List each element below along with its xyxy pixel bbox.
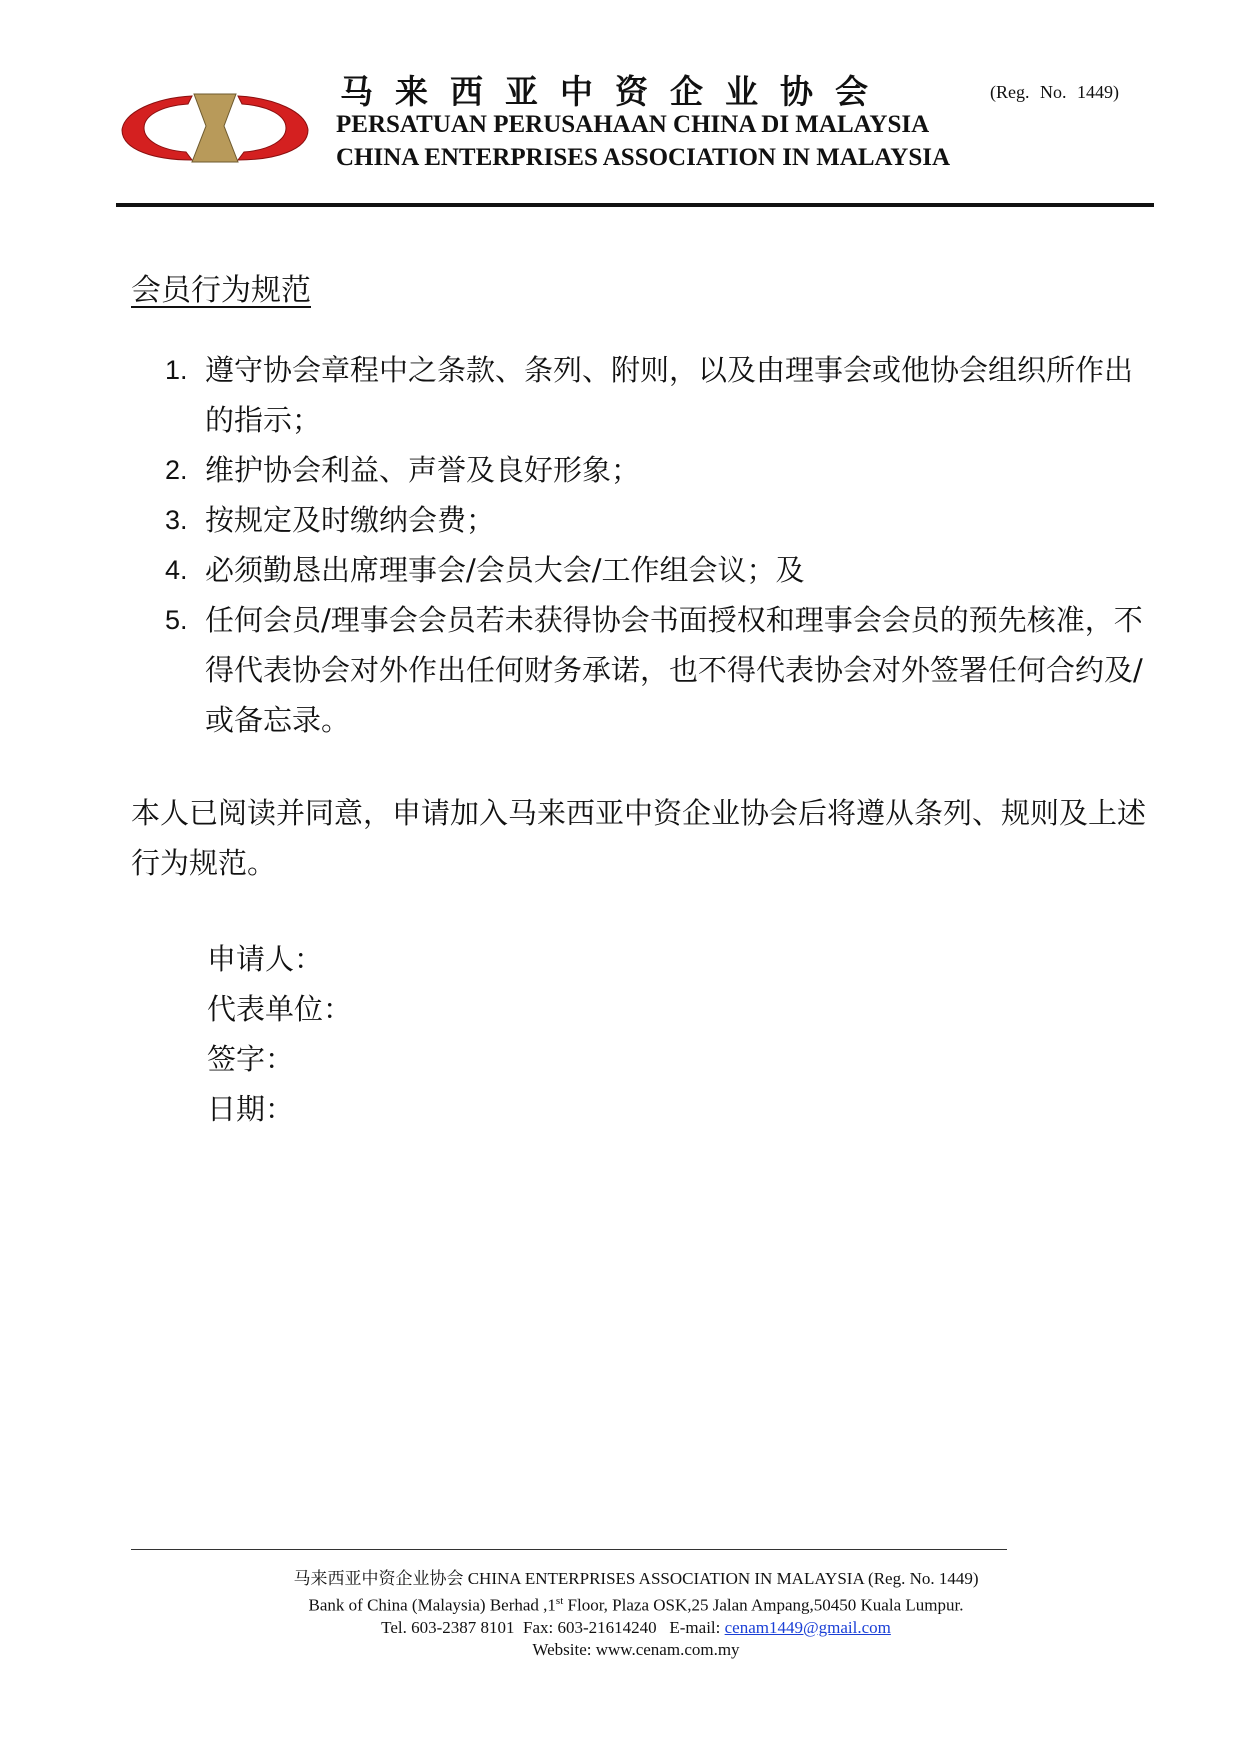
- rule-text: 按规定及时缴纳会费；: [205, 503, 496, 537]
- header-divider: [116, 203, 1154, 207]
- footer-address-start: Bank of China (Malaysia) Berhad ,1: [308, 1595, 556, 1615]
- rule-number: 2.: [165, 455, 188, 485]
- rule-number: 5.: [165, 605, 188, 635]
- signature-field-label: 签字：: [207, 1042, 295, 1076]
- rule-item: [165, 495, 1160, 545]
- association-logo-icon: [120, 92, 310, 164]
- rule-item: [165, 595, 1160, 745]
- footer-email-link[interactable]: cenam1449@gmail.com: [724, 1617, 891, 1637]
- logo-hourglass: [192, 94, 238, 162]
- rule-item: [165, 545, 1160, 595]
- code-of-conduct-list: [165, 345, 1160, 745]
- footer-divider: [131, 1549, 1007, 1550]
- signature-block: [207, 934, 352, 1134]
- registration-number: (Reg. No. 1449): [990, 82, 1119, 102]
- org-name-malay: PERSATUAN PERUSAHAAN CHINA DI MALAYSIA: [336, 111, 930, 138]
- footer-contact-line: [131, 1617, 1141, 1639]
- footer-website-line: Website: www.cenam.com.my: [532, 1639, 740, 1659]
- declaration-paragraph: 本人已阅读并同意，申请加入马来西亚中资企业协会后将遵从条列、规则及上述行为规范。: [131, 796, 1147, 880]
- applicant-field-label: 申请人：: [207, 942, 324, 976]
- rule-number: 3.: [165, 505, 188, 535]
- footer-org-line: 马来西亚中资企业协会 CHINA ENTERPRISES ASSOCIATION IN MALAYSIA (Reg. No. 1449): [293, 1569, 979, 1588]
- rule-text: 维护协会利益、声誉及良好形象；: [205, 453, 641, 487]
- rule-text: 遵守协会章程中之条款、条列、附则，以及由理事会或他协会组织所作出的指示；: [205, 353, 1134, 437]
- rule-number: 1.: [165, 355, 188, 385]
- org-name-english: CHINA ENTERPRISES ASSOCIATION IN MALAYSIA: [336, 144, 951, 171]
- rule-text: 必须勤恳出席理事会/会员大会/工作组会议；及: [205, 553, 805, 587]
- logo-left-crescent: [122, 96, 192, 160]
- company-field-label: 代表单位：: [207, 992, 353, 1026]
- rule-text: 任何会员/理事会会员若未获得协会书面授权和理事会会员的预先核准，不得代表协会对外作出任何财务承诺，也不得代表协会对外签署任何合约及/或备忘录。: [205, 603, 1143, 737]
- footer: [131, 1568, 1141, 1661]
- rule-number: 4.: [165, 555, 188, 585]
- footer-contact-text: Tel. 603-2387 8101 Fax: 603-21614240 E-mail:: [381, 1617, 725, 1637]
- footer-address-end: Floor, Plaza OSK,25 Jalan Ampang,50450 Kuala Lumpur.: [563, 1595, 964, 1615]
- date-field-label: 日期：: [207, 1092, 295, 1126]
- rule-item: [165, 445, 1160, 495]
- document-title: 会员行为规范: [131, 273, 311, 308]
- org-name-chinese: 马来西亚中资企业协会: [340, 72, 890, 111]
- footer-address-ordinal: st: [555, 1595, 564, 1607]
- rule-item: [165, 345, 1160, 445]
- footer-address-line: [131, 1590, 1141, 1617]
- logo-right-crescent: [238, 96, 308, 160]
